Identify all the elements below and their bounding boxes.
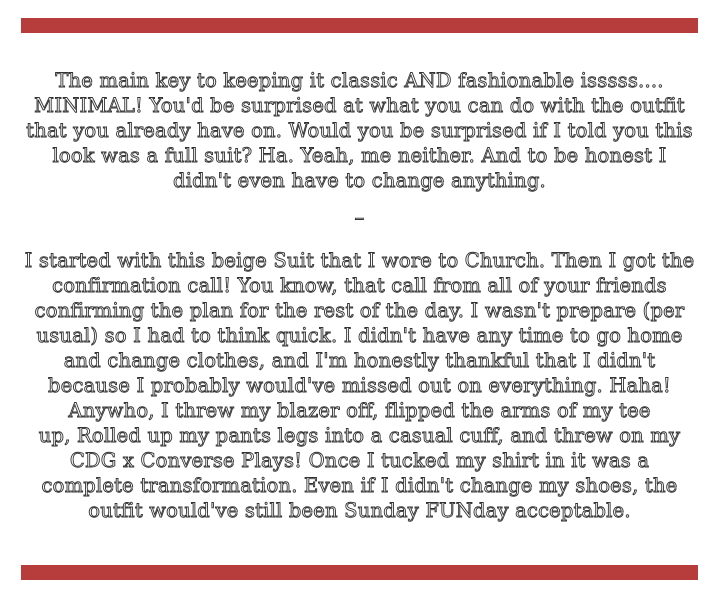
post-paragraph-2 [0, 248, 719, 523]
text-line: didn't even have to change anything. [173, 169, 546, 192]
top-accent-bar [21, 18, 698, 33]
text-line: outfit would've still been Sunday FUNday acceptable. [88, 499, 631, 522]
paragraph-separator-dash: – [354, 206, 365, 229]
text-line: look was a full suit? Ha. Yeah, me neither. And to be honest I [52, 144, 667, 167]
text-line: I started with this beige Suit that I wore to Church. Then I got the [24, 249, 695, 272]
text-line: MINIMAL! You'd be surprised at what you can do with the outfit [34, 94, 685, 117]
post-paragraph-1 [0, 68, 719, 193]
post-body [0, 68, 719, 523]
text-line: up, Rolled up my pants legs into a casual cuff, and threw on my [38, 424, 681, 447]
text-line: confirming the plan for the rest of the day. I wasn't prepare (per [34, 299, 685, 322]
text-line: CDG x Converse Plays! Once I tucked my shirt in it was a [69, 449, 650, 472]
bottom-accent-bar [21, 565, 698, 580]
text-line: usual) so I had to think quick. I didn't have any time to go home [36, 324, 683, 347]
text-line: The main key to keeping it classic AND fashionable isssss.... [55, 69, 664, 92]
text-line: confirmation call! You know, that call from all of your friends [52, 274, 667, 297]
text-line: complete transformation. Even if I didn't change my shoes, the [41, 474, 678, 497]
text-line: Anywho, I threw my blazer off, flipped the arms of my tee [68, 399, 651, 422]
text-line: because I probably would've missed out on everything. Haha! [48, 374, 671, 397]
text-line: and change clothes, and I'm honestly thankful that I didn't [63, 349, 656, 372]
text-line: that you already have on. Would you be surprised if I told you this [26, 119, 693, 142]
